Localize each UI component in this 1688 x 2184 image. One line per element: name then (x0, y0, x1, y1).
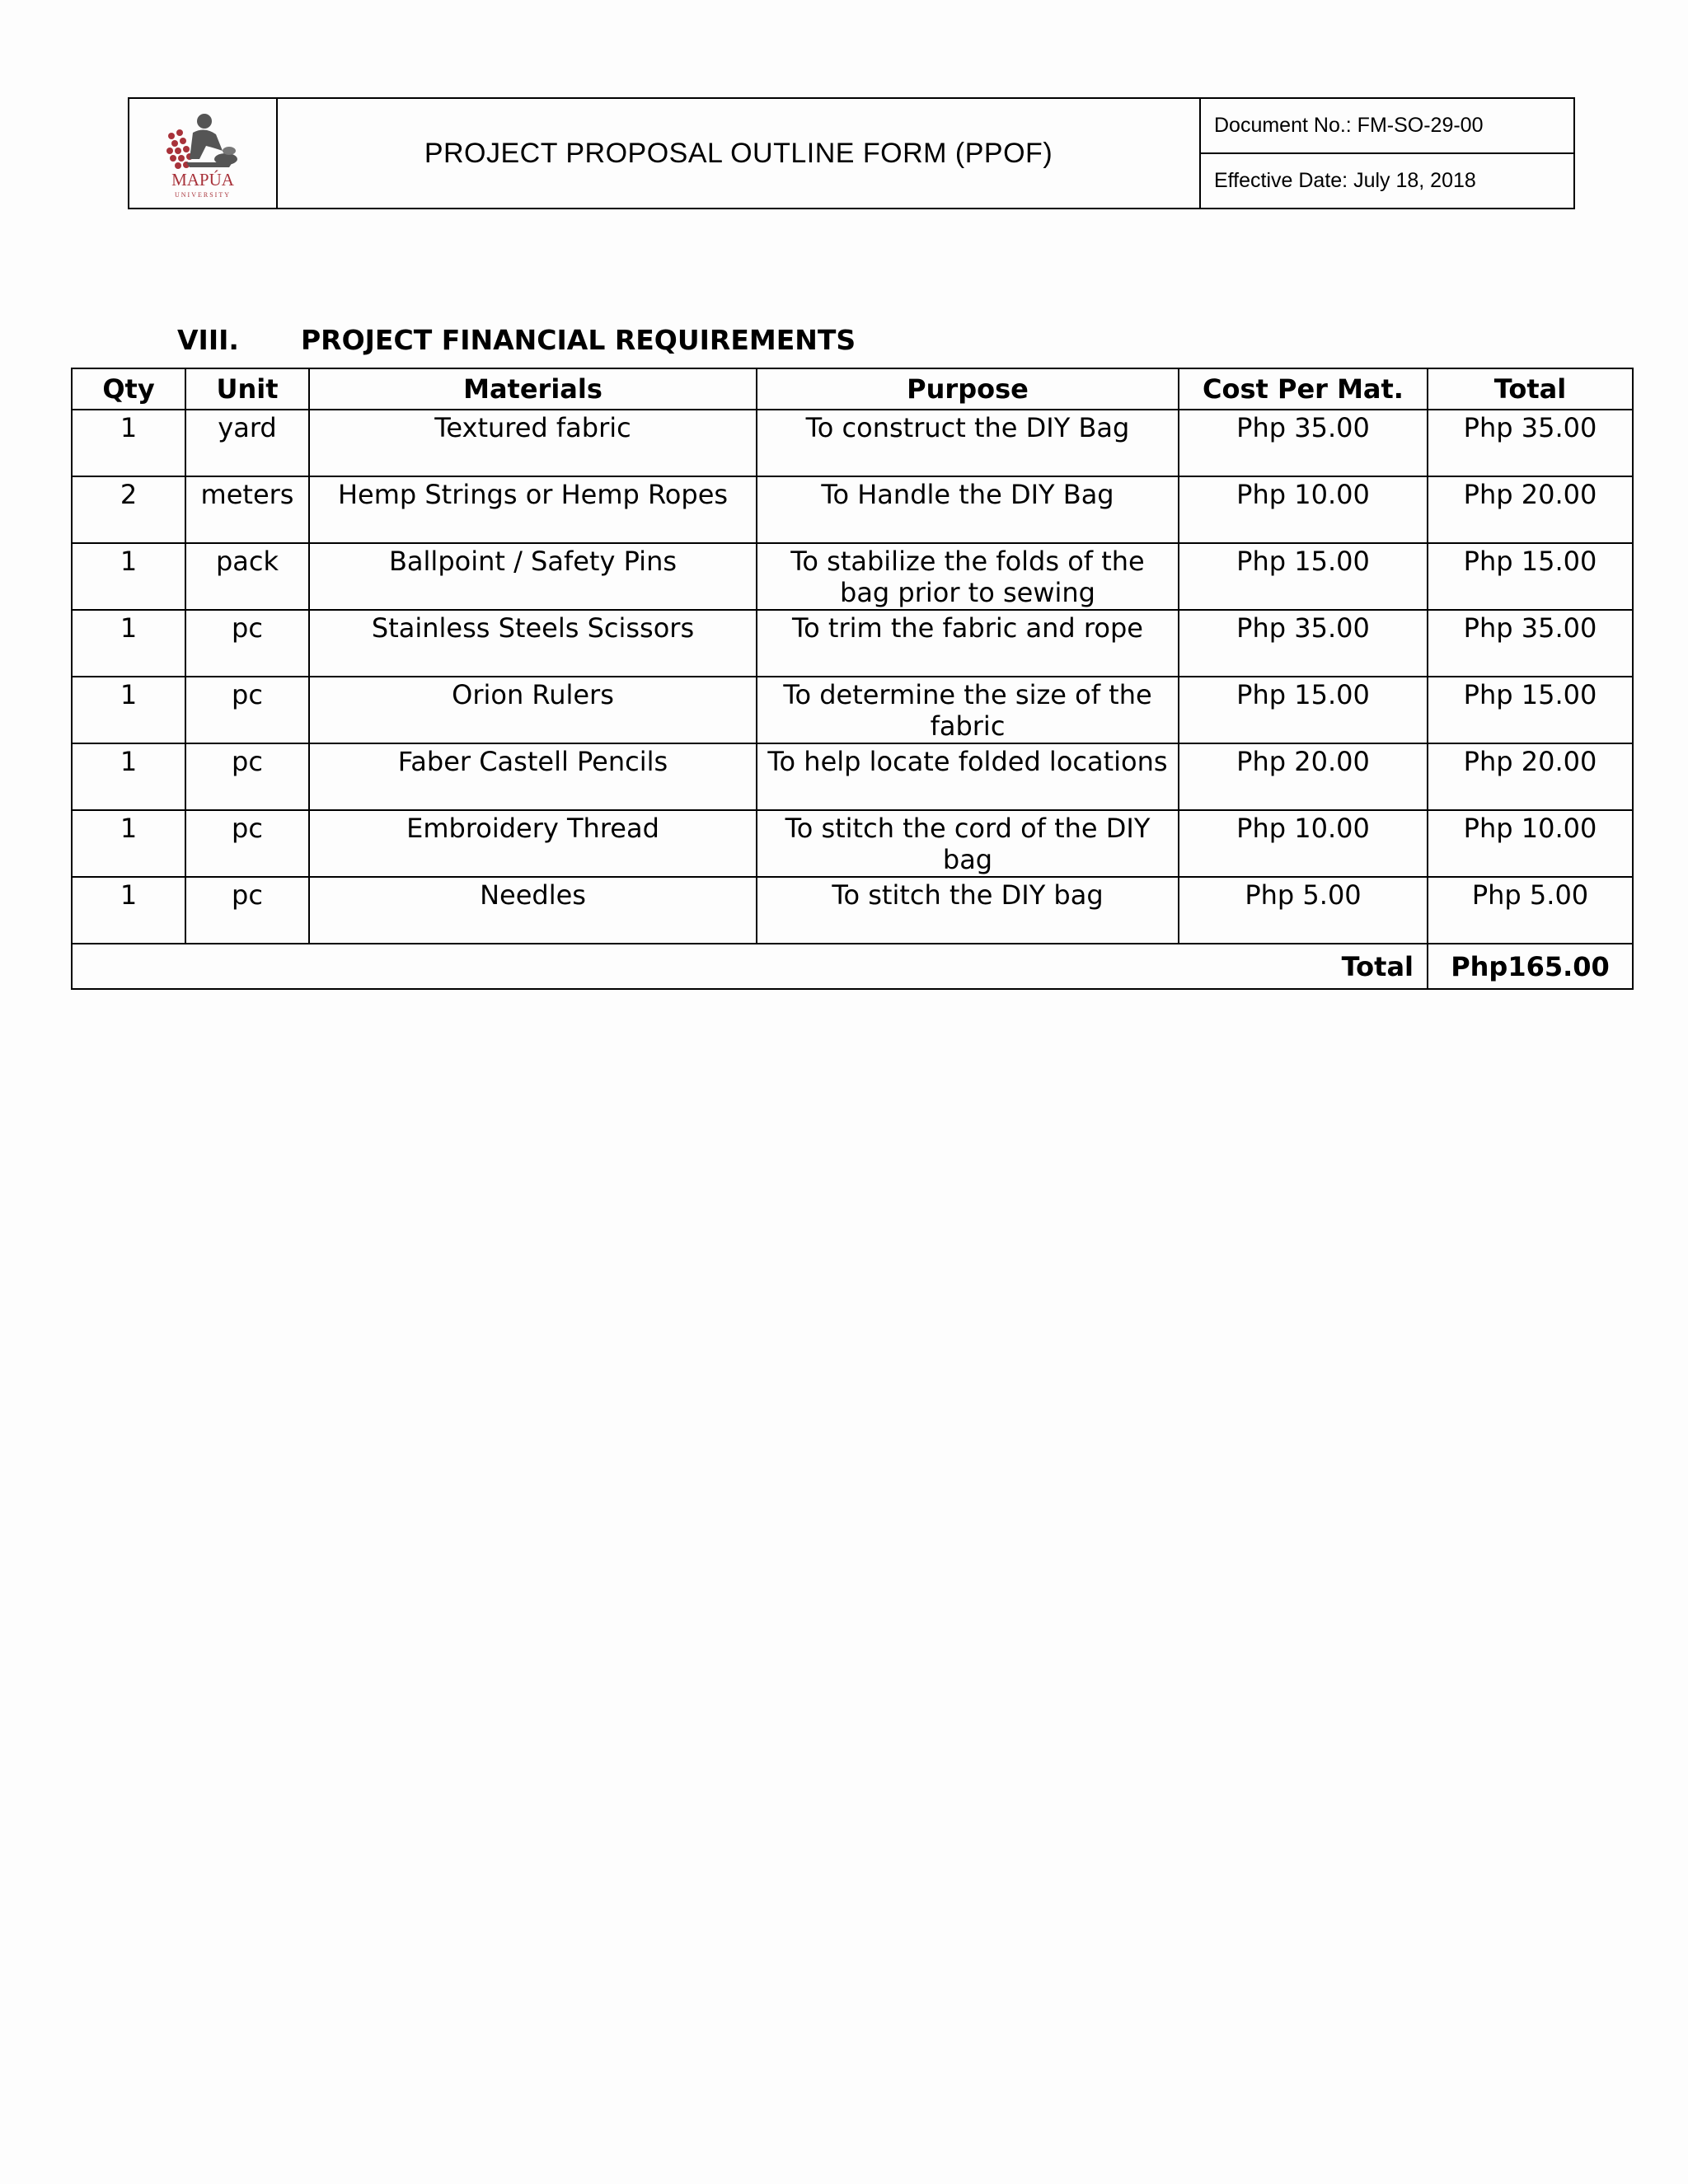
cell-cost: Php 15.00 (1179, 543, 1428, 610)
cell-total: Php 15.00 (1428, 543, 1633, 610)
cell-qty: 1 (72, 543, 185, 610)
university-logo (153, 105, 252, 202)
cell-purpose: To stitch the DIY bag (757, 877, 1179, 944)
cell-material: Needles (309, 877, 757, 944)
section-heading (177, 324, 856, 356)
cell-qty: 1 (72, 610, 185, 677)
cell-cost: Php 20.00 (1179, 743, 1428, 810)
table-row (72, 410, 1633, 476)
section-title: PROJECT FINANCIAL REQUIREMENTS (301, 324, 856, 356)
cell-unit: meters (185, 476, 309, 543)
cell-material: Hemp Strings or Hemp Ropes (309, 476, 757, 543)
cell-qty: 1 (72, 677, 185, 743)
total-row (72, 944, 1633, 989)
effective-date: Effective Date: July 18, 2018 (1201, 152, 1573, 208)
cell-purpose: To trim the fabric and rope (757, 610, 1179, 677)
cell-cost: Php 35.00 (1179, 610, 1428, 677)
column-header-unit: Unit (185, 368, 309, 410)
cell-qty: 1 (72, 877, 185, 944)
cell-cost: Php 5.00 (1179, 877, 1428, 944)
cell-purpose: To Handle the DIY Bag (757, 476, 1179, 543)
table-row (72, 743, 1633, 810)
table-row (72, 810, 1633, 877)
grand-total-value: Php165.00 (1428, 944, 1633, 989)
cell-cost: Php 15.00 (1179, 677, 1428, 743)
cell-cost: Php 10.00 (1179, 476, 1428, 543)
financial-requirements-table (71, 368, 1634, 990)
cell-purpose: To construct the DIY Bag (757, 410, 1179, 476)
cell-purpose: To determine the size of the fabric (757, 677, 1179, 743)
column-header-materials: Materials (309, 368, 757, 410)
cell-unit: pack (185, 543, 309, 610)
cell-purpose: To help locate folded locations (757, 743, 1179, 810)
cell-qty: 1 (72, 410, 185, 476)
document-header (128, 97, 1575, 209)
cell-total: Php 20.00 (1428, 476, 1633, 543)
cell-material: Ballpoint / Safety Pins (309, 543, 757, 610)
cell-cost: Php 35.00 (1179, 410, 1428, 476)
logo-text: MAPÚA (171, 170, 234, 190)
cell-material: Faber Castell Pencils (309, 743, 757, 810)
cell-unit: pc (185, 743, 309, 810)
document-number: Document No.: FM-SO-29-00 (1214, 114, 1484, 137)
cell-qty: 1 (72, 810, 185, 877)
cell-material: Embroidery Thread (309, 810, 757, 877)
cell-unit: yard (185, 410, 309, 476)
cell-purpose: To stitch the cord of the DIY bag (757, 810, 1179, 877)
section-number: VIII. (177, 324, 239, 356)
table-row (72, 543, 1633, 610)
logo-cell (129, 99, 278, 208)
column-header-cost: Cost Per Mat. (1179, 368, 1428, 410)
cell-material: Textured fabric (309, 410, 757, 476)
total-label: Total (72, 944, 1428, 989)
column-header-qty: Qty (72, 368, 185, 410)
cell-unit: pc (185, 810, 309, 877)
table-row (72, 476, 1633, 543)
cell-cost: Php 10.00 (1179, 810, 1428, 877)
cell-unit: pc (185, 677, 309, 743)
cell-unit: pc (185, 877, 309, 944)
cell-purpose: To stabilize the folds of the bag prior to sewing (757, 543, 1179, 610)
cell-total: Php 15.00 (1428, 677, 1633, 743)
document-meta (1201, 99, 1573, 208)
cell-total: Php 35.00 (1428, 610, 1633, 677)
cell-total: Php 35.00 (1428, 410, 1633, 476)
table-header-row (72, 368, 1633, 410)
column-header-purpose: Purpose (757, 368, 1179, 410)
form-title: PROJECT PROPOSAL OUTLINE FORM (PPOF) (278, 99, 1201, 208)
cell-material: Stainless Steels Scissors (309, 610, 757, 677)
cell-material: Orion Rulers (309, 677, 757, 743)
cell-total: Php 5.00 (1428, 877, 1633, 944)
cell-qty: 2 (72, 476, 185, 543)
table-row (72, 877, 1633, 944)
table-row (72, 677, 1633, 743)
logo-subtext: UNIVERSITY (175, 191, 231, 199)
cell-total: Php 20.00 (1428, 743, 1633, 810)
cell-total: Php 10.00 (1428, 810, 1633, 877)
cell-unit: pc (185, 610, 309, 677)
cell-qty: 1 (72, 743, 185, 810)
table-row (72, 610, 1633, 677)
column-header-total: Total (1428, 368, 1633, 410)
